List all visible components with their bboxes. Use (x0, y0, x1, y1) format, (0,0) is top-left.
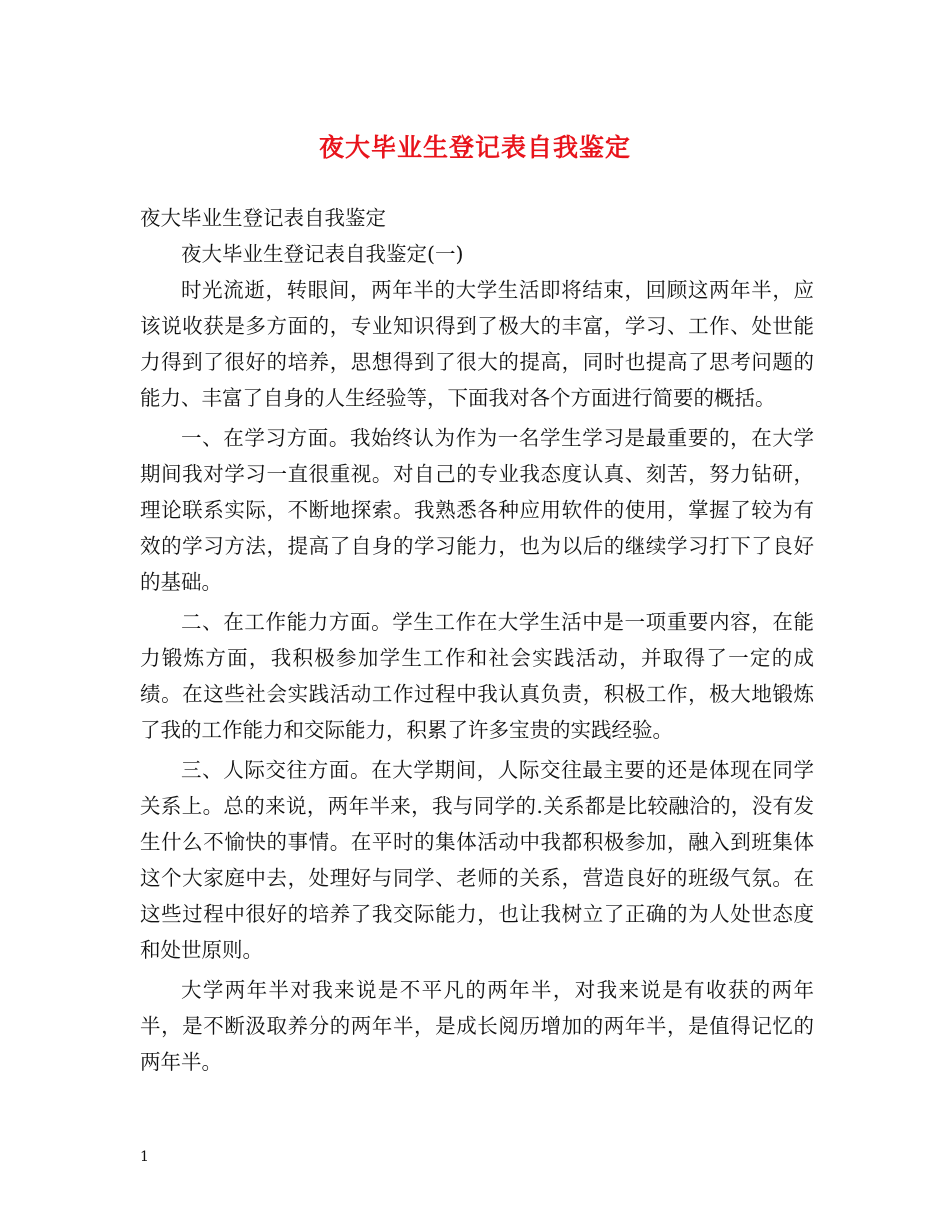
paragraph-study: 一、在学习方面。我始终认为作为一名学生学习是最重要的，在大学期间我对学习一直很重视。对自己的专业我态度认真、刻苦，努力钻研，理论联系实际，不断地探索。我熟悉各种应用软件的使用，掌握了较为有效的学习方法，提高了自身的学习能力，也为以后的继续学习打下了良好的基础。 (140, 426, 814, 594)
document-subheading: 夜大毕业生登记表自我鉴定(一) (181, 242, 464, 266)
paragraph-conclusion: 大学两年半对我来说是不平凡的两年半，对我来说是有收获的两年半，是不断汲取养分的两年半，是成长阅历增加的两年半，是值得记忆的两年半。 (140, 978, 814, 1074)
page-number: 1 (140, 1149, 149, 1165)
page-title: 夜大毕业生登记表自我鉴定 (318, 133, 631, 162)
document-body (140, 200, 814, 1080)
paragraph-work: 二、在工作能力方面。学生工作在大学生活中是一项重要内容，在能力锻炼方面，我积极参加学生工作和社会实践活动，并取得了一定的成绩。在这些社会实践活动工作过程中我认真负责，积极工作，极大地锻炼了我的工作能力和交际能力，积累了许多宝贵的实践经验。 (140, 610, 814, 742)
paragraph-intro: 时光流逝，转眼间，两年半的大学生活即将结束，回顾这两年半，应该说收获是多方面的，专业知识得到了极大的丰富，学习、工作、处世能力得到了很好的培养，思想得到了很大的提高，同时也提高了思考问题的能力、丰富了自身的人生经验等，下面我对各个方面进行简要的概括。 (140, 278, 814, 410)
paragraph-relations: 三、人际交往方面。在大学期间，人际交往最主要的还是体现在同学关系上。总的来说，两年半来，我与同学的.关系都是比较融洽的，没有发生什么不愉快的事情。在平时的集体活动中我都积极参加，融入到班集体这个大家庭中去，处理好与同学、老师的关系，营造良好的班级气氛。在这些过程中很好的培养了我交际能力，也让我树立了正确的为人处世态度和处世原则。 (140, 758, 814, 962)
document-heading: 夜大毕业生登记表自我鉴定 (140, 206, 386, 230)
